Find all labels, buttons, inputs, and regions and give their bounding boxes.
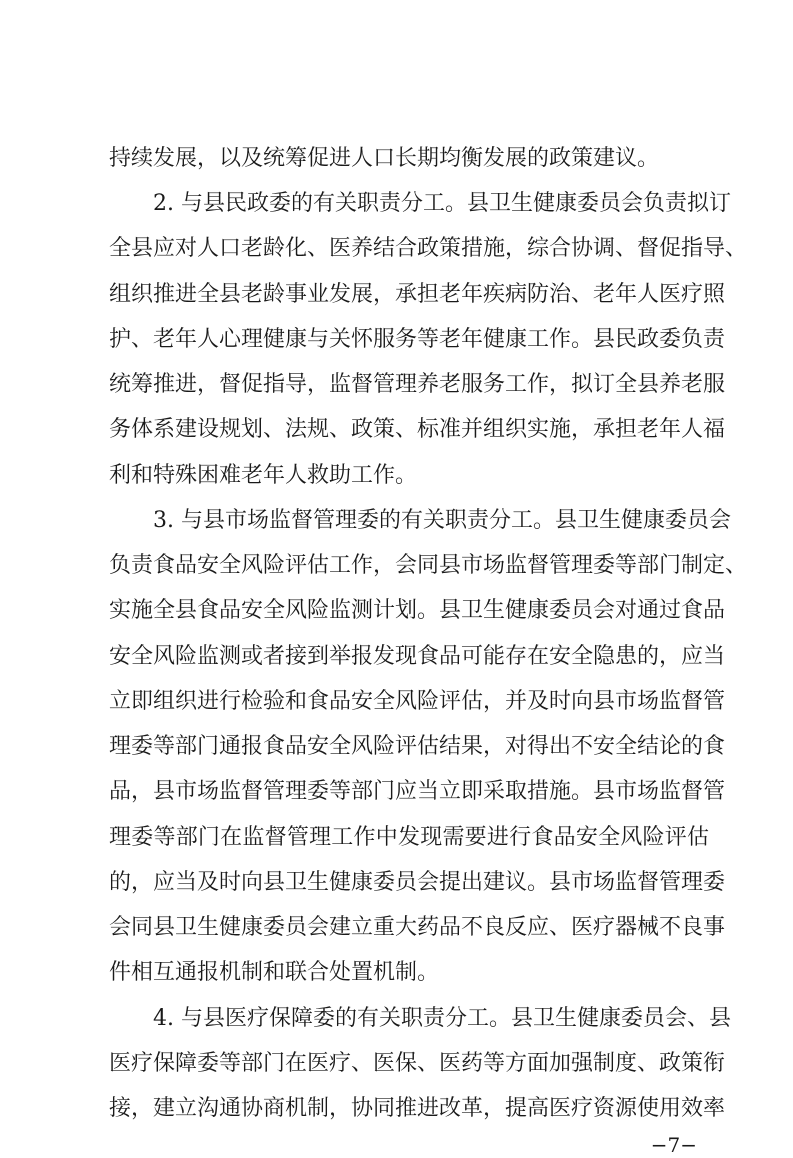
body-text-line: 实施全县食品安全风险监测计划。县卫生健康委员会对通过食品 [109,598,726,623]
body-text-line: 4. 与县医疗保障委的有关职责分工。县卫生健康委员会、县 [109,1006,731,1031]
body-text-line: 务体系建设规划、法规、政策、标准并组织实施，承担老年人福 [109,417,726,442]
body-text-line: 品，县市场监督管理委等部门应当立即采取措施。县市场监督管 [109,779,726,804]
body-text-line: 立即组织进行检验和食品安全风险评估，并及时向县市场监督管 [109,689,726,714]
body-text-line: 3. 与县市场监督管理委的有关职责分工。县卫生健康委员会 [109,508,731,533]
body-text-line: 统筹推进，督促指导，监督管理养老服务工作，拟订全县养老服 [109,372,726,397]
body-text-line: 组织推进全县老龄事业发展，承担老年疾病防治、老年人医疗照 [109,282,726,307]
body-text-line: 负责食品安全风险评估工作，会同县市场监督管理委等部门制定、 [109,553,748,578]
body-text-line: 护、老年人心理健康与关怀服务等老年健康工作。县民政委负责 [109,327,726,352]
body-text-line: 接，建立沟通协商机制，协同推进改革，提高医疗资源使用效率 [109,1096,726,1121]
body-text-line: 持续发展，以及统筹促进人口长期均衡发展的政策建议。 [109,146,660,171]
body-text-line: 医疗保障委等部门在医疗、医保、医药等方面加强制度、政策衔 [109,1051,726,1076]
page-number: −7− [650,1133,697,1157]
body-text-line: 理委等部门在监督管理工作中发现需要进行食品安全风险评估 [109,825,709,850]
body-text-line: 会同县卫生健康委员会建立重大药品不良反应、医疗器械不良事 [109,915,726,940]
body-text-line: 件相互通报机制和联合处置机制。 [109,960,440,985]
body-text-line: 安全风险监测或者接到举报发现食品可能存在安全隐患的，应当 [109,644,726,669]
body-text-line: 2. 与县民政委的有关职责分工。县卫生健康委员会负责拟订 [109,191,731,216]
body-text-line: 利和特殊困难老年人救助工作。 [109,463,418,488]
body-text-line: 理委等部门通报食品安全风险评估结果，对得出不安全结论的食 [109,734,726,759]
body-text-line: 全县应对人口老龄化、医养结合政策措施，综合协调、督促指导、 [109,236,748,261]
body-text-line: 的，应当及时向县卫生健康委员会提出建议。县市场监督管理委 [109,870,726,895]
